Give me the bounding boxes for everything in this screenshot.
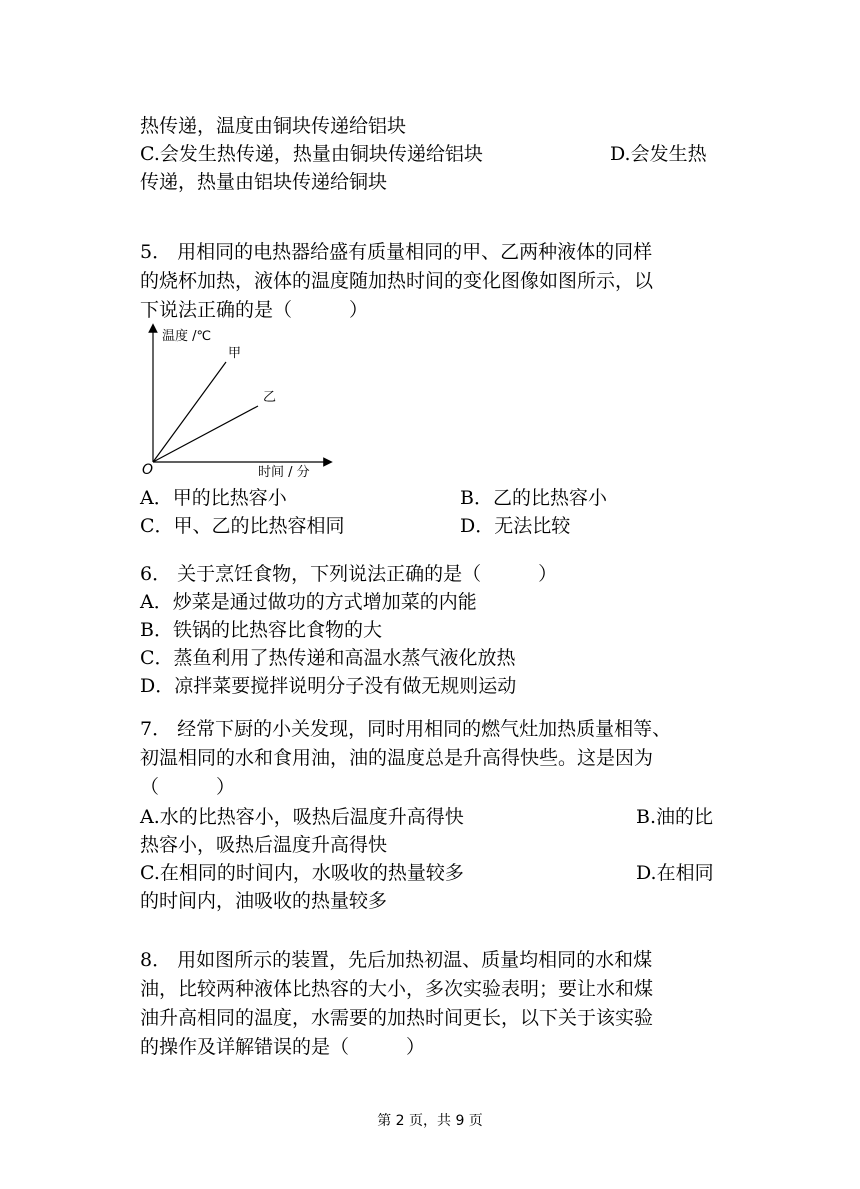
q5-option-c: C．甲、乙的比热容相同 [140, 515, 345, 537]
graph-x-label: 时间 / 分 [258, 465, 310, 480]
q5-option-b: B．乙的比热容小 [460, 487, 607, 509]
q6-stem: 6． 关于烹饪食物，下列说法正确的是（ ） [140, 563, 558, 585]
q8-stem-line3: 油升高相同的温度，水需要的加热时间更长，以下关于该实验 [140, 1007, 654, 1029]
q7-stem-line3: （ ） [140, 776, 236, 798]
graph-y-label: 温度 /℃ [162, 329, 212, 344]
q5-option-d: D．无法比较 [460, 515, 571, 537]
q8-stem-line2: 油，比较两种液体比热容的大小，多次实验表明；要让水和煤 [140, 978, 654, 1000]
q6-option-a: A．炒菜是通过做功的方式增加菜的内能 [140, 591, 477, 613]
q7-option-b-end: 热容小，吸热后温度升高得快 [140, 834, 388, 856]
q8-stem-line4: 的操作及详解错误的是（ ） [140, 1036, 426, 1058]
q7-option-d-start: D.在相同 [636, 862, 714, 884]
q5-option-a: A．甲的比热容小 [140, 487, 287, 509]
q6-option-b: B．铁锅的比热容比食物的大 [140, 619, 382, 641]
q4-option-d-start: D.会发生热 [610, 143, 707, 165]
q4-option-c: C.会发生热传递，热量由铜块传递给铝块 [140, 143, 483, 165]
q7-stem-line2: 初温相同的水和食用油，油的温度总是升高得快些。这是因为 [140, 747, 654, 769]
q4-option-d-end: 传递，热量由铝块传递给铜块 [140, 171, 388, 193]
graph-origin-label: O [142, 462, 154, 478]
series-line-jia [153, 362, 226, 462]
q5-stem-line3: 下说法正确的是（ ） [140, 299, 369, 321]
q7-stem-line1: 7． 经常下厨的小关发现，同时用相同的燃气灶加热质量相等、 [140, 718, 672, 740]
q5-stem-line1: 5． 用相同的电热器给盛有质量相同的甲、乙两种液体的同样 [140, 241, 653, 263]
q7-option-c: C.在相同的时间内，水吸收的热量较多 [140, 862, 464, 884]
q4-text-line: 热传递，温度由铜块传递给铝块 [140, 115, 407, 137]
series-line-yi [153, 406, 258, 462]
q6-option-d: D．凉拌菜要搅拌说明分子没有做无规则运动 [140, 675, 517, 697]
q6-option-c: C．蒸鱼利用了热传递和高温水蒸气液化放热 [140, 647, 516, 669]
page-footer: 第 2 页，共 9 页 [377, 1113, 483, 1129]
q7-option-d-end: 的时间内，油吸收的热量较多 [140, 890, 388, 912]
q5-stem-line2: 的烧杯加热，液体的温度随加热时间的变化图像如图所示，以 [140, 270, 654, 292]
series-label-yi: 乙 [263, 390, 277, 405]
series-label-jia: 甲 [228, 346, 242, 361]
q8-stem-line1: 8． 用如图所示的装置，先后加热初温、质量均相同的水和煤 [140, 949, 653, 971]
q7-option-a: A.水的比热容小，吸热后温度升高得快 [140, 806, 464, 828]
q5-temperature-time-graph [138, 322, 338, 482]
q7-option-b-start: B.油的比 [636, 806, 714, 828]
